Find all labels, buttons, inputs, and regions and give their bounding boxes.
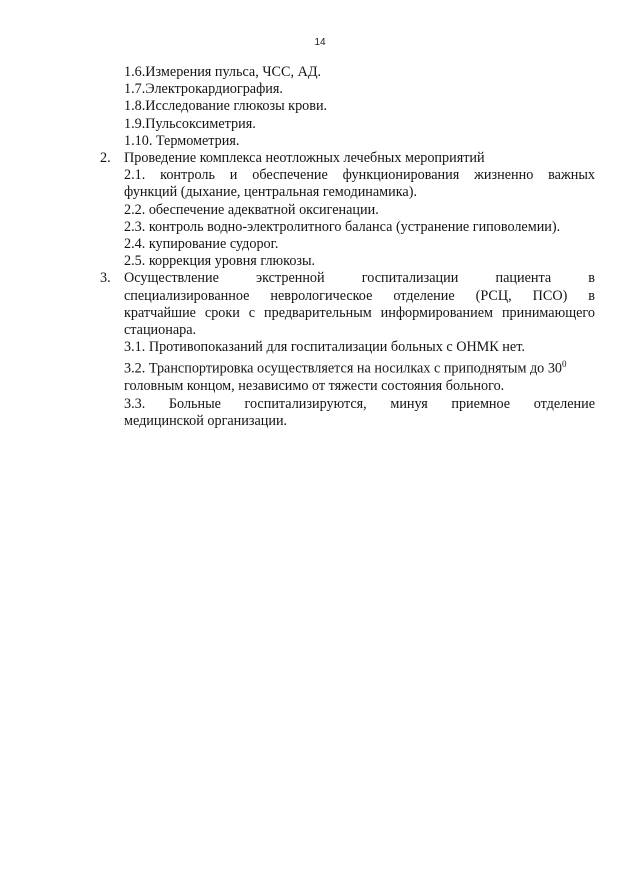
list-item: 2.1. контроль и обеспечение функционирования жизненно важных [124,167,595,184]
section-2 [100,150,595,167]
list-item: 1.10. Термометрия. [124,132,240,149]
list-item: 2.3. контроль водно-электролитного баланса (устранение гиповолемии). [124,218,561,235]
list-item: медицинской организации. [124,412,288,429]
superscript: 0 [562,359,567,370]
section-1-subitems [100,64,595,150]
list-item-text: 3.2. Транспортировка осуществляется на носилках с приподнятым до 30 [124,361,563,378]
list-item: 3.3. Больные госпитализируются, минуя приемное отделение [124,395,595,412]
list-item-3-2 [124,356,595,378]
list-item: 2.2. обеспечение адекватной оксигенации. [124,201,379,218]
list-item: 3.1. Противопоказаний для госпитализации больных с ОНМК нет. [124,339,525,356]
list-item: 1.7.Электрокардиография. [124,81,283,98]
list-item: 2.5. коррекция уровня глюкозы. [124,253,316,270]
section-3-line: специализированное неврологическое отделение (РСЦ, ПСО) в [124,287,595,304]
section-3-line: кратчайшие сроки с предварительным информированием принимающего [124,304,595,321]
section-3-line: стационара. [124,322,197,339]
page-number: 14 [314,37,326,48]
section-3 [100,270,595,339]
list-item: 1.6.Измерения пульса, ЧСС, АД. [124,64,322,80]
list-item: функций (дыхание, центральная гемодинамика). [124,184,417,201]
section-3-number: 3. [100,270,111,287]
section-2-number: 2. [100,150,111,167]
document-body [100,64,595,430]
section-3-line: Осуществление экстренной госпитализации пациента в [124,270,595,287]
list-item: 1.8.Исследование глюкозы крови. [124,98,328,115]
section-3-subitems [100,339,595,430]
list-item: 1.9.Пульсоксиметрия. [124,115,256,132]
list-item: 2.4. купирование судорог. [124,236,279,253]
section-2-subitems [100,167,595,270]
list-item: головным концом, независимо от тяжести состояния больного. [124,378,505,395]
section-2-title: Проведение комплекса неотложных лечебных мероприятий [124,150,485,167]
section-3-text [124,270,595,339]
